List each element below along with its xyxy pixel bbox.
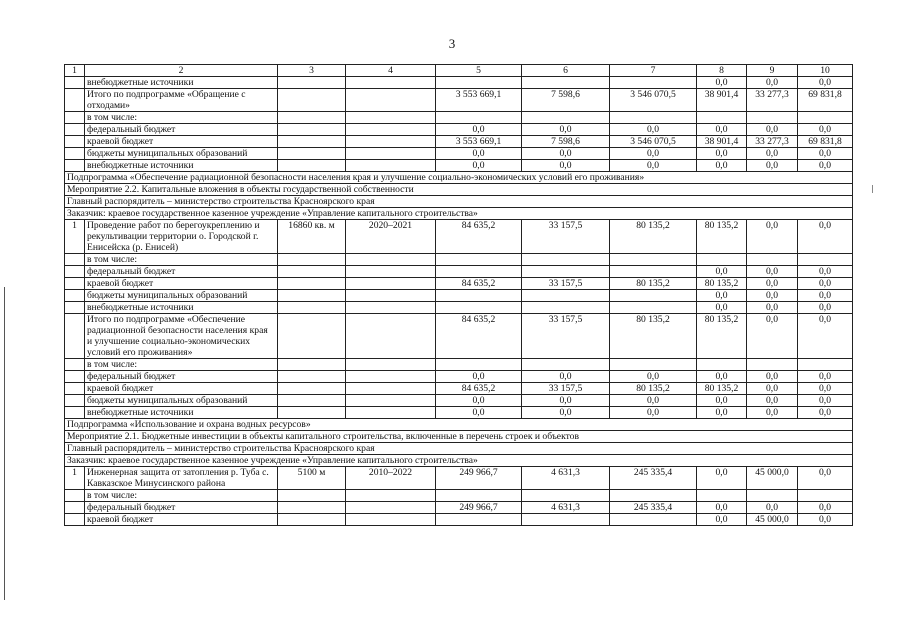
section-heading: Главный распорядитель – министерство строительства Красноярского края — [65, 443, 853, 455]
table-row — [65, 136, 853, 148]
row-number-cell — [65, 407, 85, 419]
capacity-cell — [278, 502, 346, 514]
amount-cell: 3 546 070,5 — [610, 89, 697, 112]
row-number-cell — [65, 160, 85, 172]
capacity-cell — [278, 314, 346, 359]
capacity-cell — [278, 136, 346, 148]
item-name-cell: Итого по подпрограмме «Обращение с отходами» — [85, 89, 278, 112]
period-cell — [346, 371, 436, 383]
amount-cell: 69 831,8 — [798, 136, 853, 148]
amount-cell — [436, 77, 522, 89]
period-cell — [346, 148, 436, 160]
amount-cell: 0,0 — [747, 407, 798, 419]
row-number-cell — [65, 290, 85, 302]
amount-cell: 33 157,5 — [522, 383, 610, 395]
amount-cell — [747, 359, 798, 371]
item-name-cell: внебюджетные источники — [85, 77, 278, 89]
column-number-header: 6 — [522, 65, 610, 77]
amount-cell — [436, 514, 522, 526]
amount-cell: 0,0 — [798, 220, 853, 254]
amount-cell: 0,0 — [798, 290, 853, 302]
amount-cell — [436, 302, 522, 314]
section-heading-row — [65, 419, 853, 431]
table-row — [65, 490, 853, 502]
amount-cell: 80 135,2 — [697, 314, 747, 359]
amount-cell: 80 135,2 — [697, 383, 747, 395]
row-number-cell — [65, 89, 85, 112]
table-row — [65, 290, 853, 302]
amount-cell — [522, 359, 610, 371]
scan-edge-mark — [4, 287, 5, 600]
column-number-header: 4 — [346, 65, 436, 77]
capacity-cell — [278, 395, 346, 407]
amount-cell: 0,0 — [522, 371, 610, 383]
amount-cell: 33 157,5 — [522, 220, 610, 254]
amount-cell: 0,0 — [798, 407, 853, 419]
amount-cell: 0,0 — [697, 148, 747, 160]
section-heading-row — [65, 208, 853, 220]
amount-cell: 33 277,3 — [747, 89, 798, 112]
amount-cell: 3 553 669,1 — [436, 89, 522, 112]
amount-cell: 69 831,8 — [798, 89, 853, 112]
section-heading-row — [65, 455, 853, 467]
row-number-cell — [65, 266, 85, 278]
period-cell — [346, 136, 436, 148]
amount-cell — [747, 254, 798, 266]
amount-cell: 0,0 — [522, 407, 610, 419]
amount-cell: 0,0 — [697, 371, 747, 383]
period-cell — [346, 514, 436, 526]
section-heading-row — [65, 431, 853, 443]
row-number-cell — [65, 314, 85, 359]
section-heading: Главный распорядитель – министерство строительства Красноярского края — [65, 196, 853, 208]
table-row — [65, 502, 853, 514]
capacity-cell: 5100 м — [278, 467, 346, 490]
amount-cell: 84 635,2 — [436, 278, 522, 290]
amount-cell: 0,0 — [697, 77, 747, 89]
period-cell — [346, 395, 436, 407]
amount-cell — [522, 290, 610, 302]
table-row — [65, 371, 853, 383]
section-heading: Мероприятие 2.1. Бюджетные инвестиции в объекты капитального строительства, включенные в перечень строек и объектов — [65, 431, 853, 443]
amount-cell — [798, 112, 853, 124]
amount-cell: 0,0 — [747, 302, 798, 314]
capacity-cell — [278, 359, 346, 371]
amount-cell: 45 000,0 — [747, 514, 798, 526]
section-heading-row — [65, 184, 853, 196]
row-number-cell — [65, 77, 85, 89]
item-name-cell: Итого по подпрограмме «Обеспечение радиационной безопасности населения края и улучшение социально-экономических условий его проживания» — [85, 314, 278, 359]
amount-cell: 0,0 — [697, 407, 747, 419]
amount-cell: 0,0 — [747, 77, 798, 89]
amount-cell: 0,0 — [747, 266, 798, 278]
amount-cell — [436, 112, 522, 124]
row-number-cell — [65, 254, 85, 266]
amount-cell: 0,0 — [697, 514, 747, 526]
item-name-cell: внебюджетные источники — [85, 407, 278, 419]
table-row — [65, 302, 853, 314]
period-cell: 2020–2021 — [346, 220, 436, 254]
item-name-cell: Инженерная защита от затопления р. Туба с. Кавказское Минусинского района — [85, 467, 278, 490]
amount-cell: 80 135,2 — [610, 278, 697, 290]
amount-cell — [436, 290, 522, 302]
amount-cell — [522, 266, 610, 278]
amount-cell — [610, 266, 697, 278]
item-name-cell: бюджеты муниципальных образований — [85, 395, 278, 407]
amount-cell: 0,0 — [610, 407, 697, 419]
amount-cell: 84 635,2 — [436, 314, 522, 359]
amount-cell: 0,0 — [697, 124, 747, 136]
amount-cell: 0,0 — [436, 160, 522, 172]
item-name-cell: федеральный бюджет — [85, 124, 278, 136]
period-cell — [346, 266, 436, 278]
amount-cell: 7 598,6 — [522, 136, 610, 148]
capacity-cell — [278, 89, 346, 112]
row-number-cell — [65, 514, 85, 526]
amount-cell — [436, 254, 522, 266]
column-number-header: 7 — [610, 65, 697, 77]
amount-cell: 0,0 — [522, 124, 610, 136]
amount-cell — [610, 302, 697, 314]
amount-cell: 0,0 — [522, 160, 610, 172]
item-name-cell: краевой бюджет — [85, 383, 278, 395]
item-name-cell: бюджеты муниципальных образований — [85, 290, 278, 302]
period-cell: 2010–2022 — [346, 467, 436, 490]
row-number-cell — [65, 383, 85, 395]
amount-cell — [610, 359, 697, 371]
amount-cell — [697, 112, 747, 124]
amount-cell: 0,0 — [697, 160, 747, 172]
amount-cell: 0,0 — [610, 371, 697, 383]
row-number-cell — [65, 302, 85, 314]
amount-cell: 0,0 — [798, 514, 853, 526]
row-number-cell: 1 — [65, 467, 85, 490]
capacity-cell — [278, 254, 346, 266]
item-name-cell: федеральный бюджет — [85, 371, 278, 383]
capacity-cell — [278, 407, 346, 419]
amount-cell: 0,0 — [747, 278, 798, 290]
amount-cell: 3 553 669,1 — [436, 136, 522, 148]
amount-cell — [522, 254, 610, 266]
item-name-cell: внебюджетные источники — [85, 160, 278, 172]
period-cell — [346, 77, 436, 89]
amount-cell: 0,0 — [747, 395, 798, 407]
section-heading: Мероприятие 2.2. Капитальные вложения в объекты государственной собственности — [65, 184, 853, 196]
amount-cell — [747, 490, 798, 502]
amount-cell: 0,0 — [697, 290, 747, 302]
amount-cell — [747, 112, 798, 124]
amount-cell: 0,0 — [747, 290, 798, 302]
amount-cell — [697, 254, 747, 266]
amount-cell: 0,0 — [747, 371, 798, 383]
amount-cell: 84 635,2 — [436, 220, 522, 254]
column-number-header: 5 — [436, 65, 522, 77]
amount-cell: 0,0 — [798, 467, 853, 490]
column-number-header: 9 — [747, 65, 798, 77]
amount-cell: 0,0 — [747, 160, 798, 172]
period-cell — [346, 490, 436, 502]
table-row — [65, 278, 853, 290]
capacity-cell — [278, 278, 346, 290]
section-heading: Подпрограмма «Использование и охрана водных ресурсов» — [65, 419, 853, 431]
table-row — [65, 383, 853, 395]
item-name-cell: в том числе: — [85, 112, 278, 124]
amount-cell: 0,0 — [798, 124, 853, 136]
amount-cell: 0,0 — [798, 314, 853, 359]
amount-cell: 0,0 — [798, 266, 853, 278]
amount-cell — [522, 514, 610, 526]
amount-cell: 0,0 — [747, 314, 798, 359]
amount-cell — [798, 254, 853, 266]
budget-table — [64, 64, 853, 526]
row-number-cell — [65, 502, 85, 514]
amount-cell: 33 157,5 — [522, 278, 610, 290]
amount-cell: 80 135,2 — [610, 383, 697, 395]
table-row — [65, 124, 853, 136]
amount-cell: 0,0 — [697, 302, 747, 314]
capacity-cell — [278, 77, 346, 89]
amount-cell: 3 546 070,5 — [610, 136, 697, 148]
item-name-cell: краевой бюджет — [85, 514, 278, 526]
table-row — [65, 407, 853, 419]
amount-cell: 0,0 — [436, 395, 522, 407]
amount-cell: 0,0 — [747, 502, 798, 514]
section-heading-row — [65, 196, 853, 208]
row-number-cell — [65, 124, 85, 136]
amount-cell: 84 635,2 — [436, 383, 522, 395]
row-number-cell — [65, 136, 85, 148]
item-name-cell: краевой бюджет — [85, 136, 278, 148]
amount-cell: 249 966,7 — [436, 502, 522, 514]
period-cell — [346, 383, 436, 395]
amount-cell — [610, 290, 697, 302]
capacity-cell — [278, 160, 346, 172]
scan-edge-mark — [872, 185, 873, 193]
amount-cell: 0,0 — [798, 278, 853, 290]
amount-cell: 0,0 — [436, 148, 522, 160]
table-row — [65, 359, 853, 371]
capacity-cell — [278, 148, 346, 160]
capacity-cell — [278, 124, 346, 136]
row-number-cell — [65, 148, 85, 160]
amount-cell: 245 335,4 — [610, 502, 697, 514]
amount-cell — [436, 359, 522, 371]
period-cell — [346, 278, 436, 290]
period-cell — [346, 314, 436, 359]
column-number-header: 2 — [85, 65, 278, 77]
capacity-cell — [278, 112, 346, 124]
amount-cell — [436, 266, 522, 278]
amount-cell: 0,0 — [798, 371, 853, 383]
amount-cell — [436, 490, 522, 502]
column-number-header: 8 — [697, 65, 747, 77]
row-number-cell — [65, 371, 85, 383]
amount-cell: 0,0 — [697, 395, 747, 407]
item-name-cell: внебюджетные источники — [85, 302, 278, 314]
amount-cell: 0,0 — [798, 395, 853, 407]
capacity-cell: 16860 кв. м — [278, 220, 346, 254]
amount-cell: 0,0 — [798, 160, 853, 172]
period-cell — [346, 89, 436, 112]
amount-cell — [697, 490, 747, 502]
amount-cell: 0,0 — [436, 371, 522, 383]
amount-cell: 0,0 — [798, 77, 853, 89]
capacity-cell — [278, 302, 346, 314]
section-heading: Подпрограмма «Обеспечение радиационной безопасности населения края и улучшение социально-экономических условий его проживания» — [65, 172, 853, 184]
period-cell — [346, 254, 436, 266]
amount-cell: 7 598,6 — [522, 89, 610, 112]
table-row — [65, 514, 853, 526]
amount-cell: 0,0 — [610, 160, 697, 172]
amount-cell: 4 631,3 — [522, 502, 610, 514]
row-number-cell — [65, 395, 85, 407]
column-number-header: 3 — [278, 65, 346, 77]
amount-cell — [610, 254, 697, 266]
amount-cell: 33 157,5 — [522, 314, 610, 359]
table-header-row — [65, 65, 853, 77]
amount-cell: 0,0 — [522, 148, 610, 160]
amount-cell: 249 966,7 — [436, 467, 522, 490]
item-name-cell: в том числе: — [85, 490, 278, 502]
table-row — [65, 254, 853, 266]
column-number-header: 10 — [798, 65, 853, 77]
capacity-cell — [278, 371, 346, 383]
amount-cell: 0,0 — [610, 395, 697, 407]
capacity-cell — [278, 490, 346, 502]
item-name-cell: в том числе: — [85, 359, 278, 371]
amount-cell: 45 000,0 — [747, 467, 798, 490]
period-cell — [346, 359, 436, 371]
amount-cell: 0,0 — [436, 407, 522, 419]
section-heading-row — [65, 172, 853, 184]
period-cell — [346, 502, 436, 514]
period-cell — [346, 112, 436, 124]
period-cell — [346, 160, 436, 172]
amount-cell — [522, 77, 610, 89]
row-number-cell — [65, 359, 85, 371]
capacity-cell — [278, 514, 346, 526]
table-row — [65, 160, 853, 172]
amount-cell: 0,0 — [697, 502, 747, 514]
amount-cell — [697, 359, 747, 371]
item-name-cell: в том числе: — [85, 254, 278, 266]
amount-cell: 0,0 — [747, 148, 798, 160]
row-number-cell — [65, 112, 85, 124]
amount-cell: 0,0 — [798, 148, 853, 160]
section-heading: Заказчик: краевое государственное казенное учреждение «Управление капитального строительства» — [65, 208, 853, 220]
amount-cell: 0,0 — [747, 124, 798, 136]
table-row — [65, 467, 853, 490]
amount-cell: 80 135,2 — [610, 220, 697, 254]
table-row — [65, 266, 853, 278]
amount-cell: 80 135,2 — [697, 278, 747, 290]
amount-cell: 4 631,3 — [522, 467, 610, 490]
row-number-cell — [65, 490, 85, 502]
item-name-cell: федеральный бюджет — [85, 502, 278, 514]
period-cell — [346, 290, 436, 302]
row-number-cell — [65, 278, 85, 290]
amount-cell: 0,0 — [610, 148, 697, 160]
amount-cell: 245 335,4 — [610, 467, 697, 490]
amount-cell: 0,0 — [798, 302, 853, 314]
period-cell — [346, 124, 436, 136]
row-number-cell: 1 — [65, 220, 85, 254]
item-name-cell: бюджеты муниципальных образований — [85, 148, 278, 160]
table-row — [65, 220, 853, 254]
amount-cell — [610, 77, 697, 89]
section-heading: Заказчик: краевое государственное казенное учреждение «Управление капитального строительства» — [65, 455, 853, 467]
amount-cell: 80 135,2 — [697, 220, 747, 254]
amount-cell: 0,0 — [697, 467, 747, 490]
amount-cell: 0,0 — [697, 266, 747, 278]
amount-cell: 0,0 — [522, 395, 610, 407]
amount-cell: 0,0 — [798, 502, 853, 514]
period-cell — [346, 407, 436, 419]
amount-cell: 0,0 — [436, 124, 522, 136]
item-name-cell: Проведение работ по берегоукреплению и рекультивации территории о. Городской г. Енисейска (р. Енисей) — [85, 220, 278, 254]
column-number-header: 1 — [65, 65, 85, 77]
amount-cell: 33 277,3 — [747, 136, 798, 148]
item-name-cell: федеральный бюджет — [85, 266, 278, 278]
capacity-cell — [278, 266, 346, 278]
period-cell — [346, 302, 436, 314]
table-row — [65, 77, 853, 89]
table-row — [65, 314, 853, 359]
amount-cell: 0,0 — [747, 220, 798, 254]
table-row — [65, 395, 853, 407]
table-row — [65, 148, 853, 160]
table-row — [65, 112, 853, 124]
page-number: 3 — [448, 36, 456, 51]
amount-cell — [798, 490, 853, 502]
amount-cell — [610, 112, 697, 124]
amount-cell — [522, 112, 610, 124]
section-heading-row — [65, 443, 853, 455]
amount-cell: 0,0 — [798, 383, 853, 395]
amount-cell: 38 901,4 — [697, 89, 747, 112]
amount-cell — [522, 490, 610, 502]
item-name-cell: краевой бюджет — [85, 278, 278, 290]
amount-cell: 0,0 — [747, 383, 798, 395]
capacity-cell — [278, 290, 346, 302]
amount-cell — [610, 490, 697, 502]
amount-cell — [798, 359, 853, 371]
table-row — [65, 89, 853, 112]
amount-cell — [610, 514, 697, 526]
amount-cell: 80 135,2 — [610, 314, 697, 359]
amount-cell: 0,0 — [610, 124, 697, 136]
capacity-cell — [278, 383, 346, 395]
amount-cell — [522, 302, 610, 314]
amount-cell: 38 901,4 — [697, 136, 747, 148]
